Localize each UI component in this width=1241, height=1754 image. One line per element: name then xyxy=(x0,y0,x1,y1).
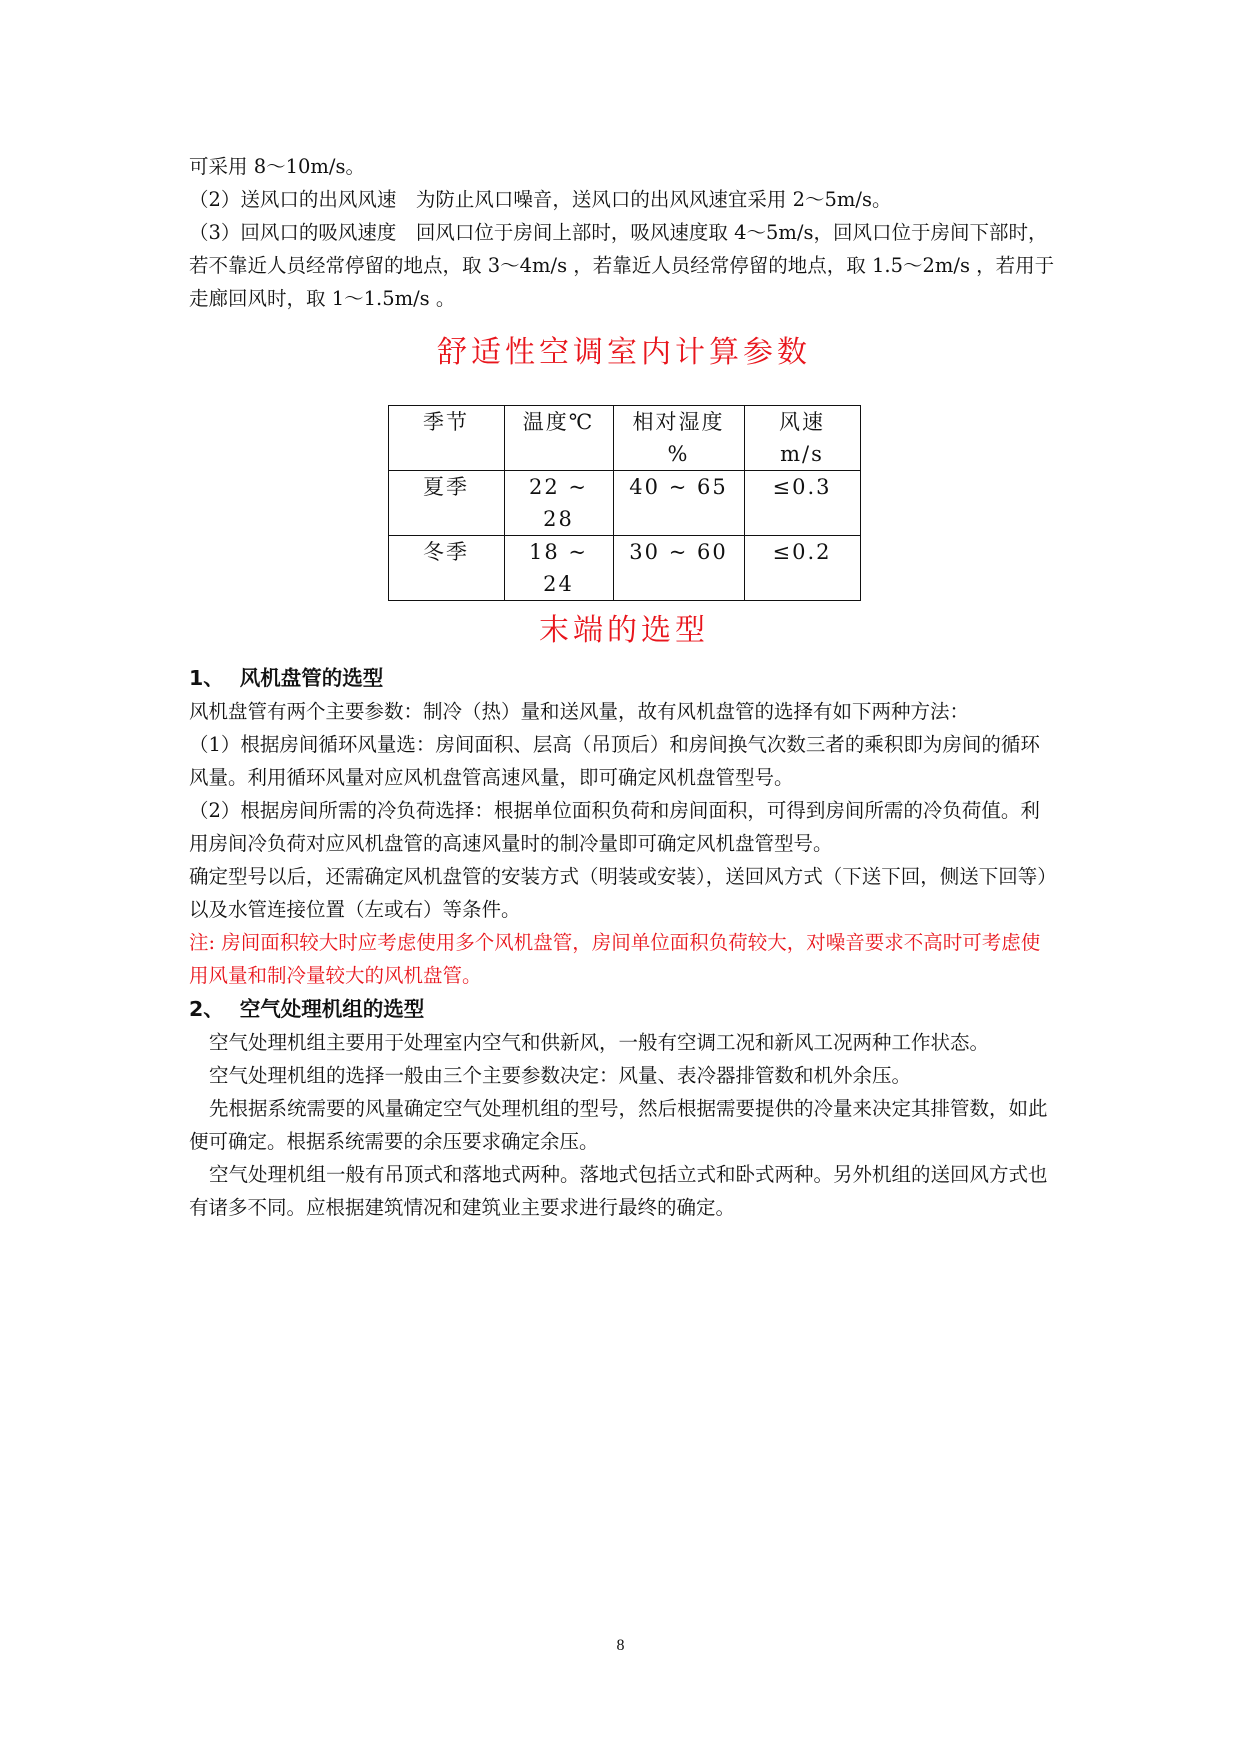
header-humidity xyxy=(613,406,744,471)
ahu-heading xyxy=(189,992,1059,1026)
cell-humidity: 40 ~ 65 xyxy=(613,471,744,536)
table-title: 舒适性空调室内计算参数 xyxy=(437,335,811,370)
table-header-row xyxy=(388,406,860,471)
paragraph-return-speed: （3）回风口的吸风速度 回风口位于房间上部时，吸风速度取 4～5m/s，回风口位于房间下部时，若不靠近人员经常停留的地点，取 3～4m/s ，若靠近人员经常停留的地点，取 1.5～2m/s ，若用于走廊回风时，取 1～1.5m/s 。 xyxy=(189,221,1055,310)
ahu-title: 空气处理机组的选型 xyxy=(239,997,425,1021)
fan-coil-paragraph: （2）根据房间所需的冷负荷选择：根据单位面积负荷和房间面积，可得到房间所需的冷负荷值。利用房间冷负荷对应风机盘管的高速风量时的制冷量即可确定风机盘管型号。 xyxy=(189,799,1040,855)
paragraph-outlet-speed: （2）送风口的出风风速 为防止风口噪音，送风口的出风风速宜采用 2～5m/s。 xyxy=(189,188,892,211)
cell-humidity: 30 ~ 60 xyxy=(613,536,744,601)
cell-season: 夏季 xyxy=(388,471,504,536)
cell-temperature: 18 ~ 24 xyxy=(504,536,613,601)
cell-wind: ≤0.3 xyxy=(744,471,860,536)
ahu-paragraph: 先根据系统需要的风量确定空气处理机组的型号，然后根据需要提供的冷量来决定其排管数，如此便可确定。根据系统需要的余压要求确定余压。 xyxy=(189,1097,1048,1153)
page-number: 8 xyxy=(616,1637,625,1654)
cell-season: 冬季 xyxy=(388,536,504,601)
ahu-number: 2、 xyxy=(189,997,224,1021)
header-humidity-unit: % xyxy=(667,442,690,466)
header-humidity-label: 相对湿度 xyxy=(632,410,725,434)
fan-coil-heading xyxy=(189,661,1059,695)
fan-coil-paragraph: （1）根据房间循环风量选：房间面积、层高（吊顶后）和房间换气次数三者的乘积即为房间的循环风量。利用循环风量对应风机盘管高速风量，即可确定风机盘管型号。 xyxy=(189,733,1040,789)
section-heading: 末端的选型 xyxy=(539,613,709,648)
fan-coil-paragraph: 确定型号以后，还需确定风机盘管的安装方式（明装或安装），送回风方式（下送下回，侧送下回等）以及水管连接位置（左或右）等条件。 xyxy=(189,865,1057,921)
ahu-paragraph: 空气处理机组一般有吊顶式和落地式两种。落地式包括立式和卧式两种。另外机组的送回风方式也有诸多不同。应根据建筑情况和建筑业主要求进行最终的确定。 xyxy=(189,1163,1048,1219)
header-wind-label: 风速 xyxy=(779,410,825,434)
header-temperature: 温度℃ xyxy=(504,406,613,471)
ahu-paragraph: 空气处理机组主要用于处理室内空气和供新风，一般有空调工况和新风工况两种工作状态。 xyxy=(209,1031,990,1054)
cell-wind: ≤0.2 xyxy=(744,536,860,601)
fan-coil-title: 风机盘管的选型 xyxy=(239,666,384,690)
fan-coil-note: 注: 房间面积较大时应考虑使用多个风机盘管，房间单位面积负荷较大，对噪音要求不高时可考虑使用风量和制冷量较大的风机盘管。 xyxy=(189,931,1041,987)
page-content xyxy=(189,150,1059,1224)
cell-temperature: 22 ~ 28 xyxy=(504,471,613,536)
fan-coil-number: 1、 xyxy=(189,666,224,690)
fan-coil-paragraph: 风机盘管有两个主要参数：制冷（热）量和送风量，故有风机盘管的选择有如下两种方法： xyxy=(189,700,970,723)
paragraph-supply-speed-tail: 可采用 8～10m/s。 xyxy=(189,155,365,178)
ahu-paragraph: 空气处理机组的选择一般由三个主要参数决定：风量、表冷器排管数和机外余压。 xyxy=(209,1064,912,1087)
header-wind-unit: m/s xyxy=(780,442,824,466)
header-wind xyxy=(744,406,860,471)
indoor-parameters-table xyxy=(388,405,861,601)
header-season: 季节 xyxy=(388,406,504,471)
table-row xyxy=(388,536,860,601)
table-row xyxy=(388,471,860,536)
